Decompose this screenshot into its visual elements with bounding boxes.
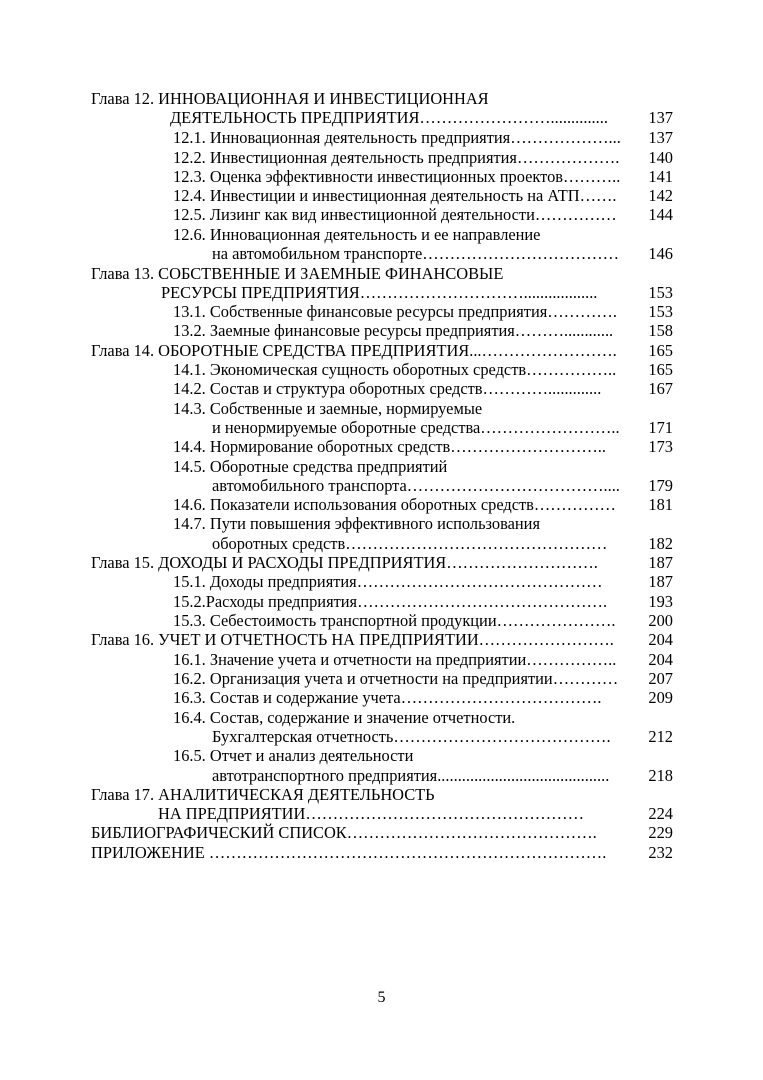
toc-section-14-1[interactable]: 14.1. Экономическая сущность оборотных средств……………..	[173, 360, 617, 379]
toc-page-number: 171	[648, 418, 673, 437]
toc-chapter-12-title[interactable]: ДЕЯТЕЛЬНОСТЬ ПРЕДПРИЯТИЯ……………………..............	[170, 108, 608, 127]
toc-page-number: 207	[648, 669, 673, 688]
toc-page-number: 187	[648, 553, 673, 572]
toc-page-number: 173	[648, 437, 673, 456]
toc-page-number: 165	[648, 341, 673, 360]
toc-section-12-6[interactable]: 12.6. Инновационная деятельность и ее направление	[173, 225, 541, 244]
toc-page-number: 140	[648, 148, 673, 167]
toc-chapter-15[interactable]: Глава 15. ДОХОДЫ И РАСХОДЫ ПРЕДПРИЯТИЯ……………………….	[91, 553, 598, 572]
toc-appendix[interactable]: ПРИЛОЖЕНИЕ ……………………………………………………………….	[91, 843, 607, 862]
toc-page-number: 182	[648, 534, 673, 553]
toc-page-number: 153	[648, 302, 673, 321]
toc-page-number: 141	[648, 167, 673, 186]
toc-chapter-17[interactable]: НА ПРЕДПРИЯТИИ……………………………………………	[158, 804, 584, 823]
page-number-footer: 5	[377, 989, 386, 1006]
toc-page-number: 146	[648, 244, 673, 263]
toc-chapter-12-title[interactable]: Глава 12. ИННОВАЦИОННАЯ И ИНВЕСТИЦИОННАЯ	[91, 89, 489, 108]
toc-section-12-6[interactable]: на автомобильном транспорте………………………………	[212, 244, 619, 263]
toc-section-16-4[interactable]: Бухгалтерская отчетность………………………………….	[212, 727, 611, 746]
toc-page-number: 142	[648, 186, 673, 205]
toc-page-number: 144	[648, 205, 673, 224]
toc-page-number: 181	[648, 495, 673, 514]
toc-section-15-1[interactable]: 15.1. Доходы предприятия………………………………………	[173, 572, 603, 591]
toc-page-number: 218	[648, 766, 673, 785]
toc-page-number: 232	[648, 843, 673, 862]
toc-section-14-3[interactable]: 14.3. Собственные и заемные, нормируемые	[173, 399, 483, 418]
toc-section-14-4[interactable]: 14.4. Нормирование оборотных средств………………………..	[173, 437, 607, 456]
toc-page-number: 153	[648, 283, 673, 302]
toc-chapter-13-title[interactable]: Глава 13. СОБСТВЕННЫЕ И ЗАЕМНЫЕ ФИНАНСОВЫЕ	[91, 264, 504, 283]
toc-section-16-4[interactable]: 16.4. Состав, содержание и значение отчетности.	[173, 708, 516, 727]
toc-section-12-1[interactable]: 12.1. Инновационная деятельность предприятия………………...	[173, 128, 621, 147]
toc-bibliography[interactable]: БИБЛИОГРАФИЧЕСКИЙ СПИСОК……………………………………….	[91, 823, 597, 842]
toc-chapter-17[interactable]: Глава 17. АНАЛИТИЧЕСКАЯ ДЕЯТЕЛЬНОСТЬ	[91, 785, 435, 804]
toc-section-16-3[interactable]: 16.3. Состав и содержание учета……………………………….	[173, 688, 602, 707]
toc-page-number: 209	[648, 688, 673, 707]
toc-page-number: 158	[648, 321, 673, 340]
toc-section-14-7[interactable]: 14.7. Пути повышения эффективного использования	[173, 514, 540, 533]
toc-section-14-5[interactable]: автомобильного транспорта………………………………....	[212, 476, 620, 495]
toc-page-number: 187	[648, 572, 673, 591]
toc-section-16-5[interactable]: 16.5. Отчет и анализ деятельности	[173, 746, 414, 765]
toc-section-16-5[interactable]: автотранспортного предприятия..........................................	[212, 766, 610, 785]
toc-section-12-4[interactable]: 12.4. Инвестиции и инвестиционная деятельность на АТП…….	[173, 186, 617, 205]
toc-section-16-2[interactable]: 16.2. Организация учета и отчетности на предприятии…………	[173, 669, 619, 688]
toc-section-15-3[interactable]: 15.3. Себестоимость транспортной продукции………………….	[173, 611, 616, 630]
toc-section-14-6[interactable]: 14.6. Показатели использования оборотных средств……………	[173, 495, 616, 514]
toc-page-number: 204	[648, 650, 673, 669]
toc-page-number: 137	[648, 108, 673, 127]
toc-page-number: 200	[648, 611, 673, 630]
toc-section-13-1[interactable]: 13.1. Собственные финансовые ресурсы предприятия………….	[173, 302, 617, 321]
toc-section-14-7[interactable]: оборотных средств…………………………………………	[212, 534, 608, 553]
toc-page-number: 224	[648, 804, 673, 823]
toc-section-16-1[interactable]: 16.1. Значение учета и отчетности на предприятии……………..	[173, 650, 617, 669]
toc-chapter-16[interactable]: Глава 16. УЧЕТ И ОТЧЕТНОСТЬ НА ПРЕДПРИЯТИИ…………………….	[91, 630, 614, 649]
toc-section-12-3[interactable]: 12.3. Оценка эффективности инвестиционных проектов………..	[173, 167, 621, 186]
toc-page-number: 179	[648, 476, 673, 495]
toc-chapter-13-title[interactable]: РЕСУРСЫ ПРЕДПРИЯТИЯ…………………………..................	[161, 283, 598, 302]
toc-section-14-5[interactable]: 14.5. Оборотные средства предприятий	[173, 457, 448, 476]
toc-section-13-2[interactable]: 13.2. Заемные финансовые ресурсы предприятия………............	[173, 321, 614, 340]
toc-page-number: 137	[648, 128, 673, 147]
toc-page-number: 212	[648, 727, 673, 746]
toc-section-15-2[interactable]: 15.2.Расходы предприятия……………………………………….	[173, 592, 608, 611]
toc-section-14-2[interactable]: 14.2. Состав и структура оборотных средств………….............	[173, 379, 602, 398]
toc-section-12-5[interactable]: 12.5. Лизинг как вид инвестиционной деятельности……………	[173, 205, 617, 224]
toc-chapter-14[interactable]: Глава 14. ОБОРОТНЫЕ СРЕДСТВА ПРЕДПРИЯТИЯ...…………………….	[91, 341, 617, 360]
toc-page-number: 165	[648, 360, 673, 379]
toc-section-14-3[interactable]: и ненормируемые оборотные средства……………………..	[212, 418, 620, 437]
toc-page-number: 204	[648, 630, 673, 649]
toc-page-number: 229	[648, 823, 673, 842]
toc-page-number: 167	[648, 379, 673, 398]
toc-page-number: 193	[648, 592, 673, 611]
toc-section-12-2[interactable]: 12.2. Инвестиционная деятельность предприятия……………….	[173, 148, 620, 167]
